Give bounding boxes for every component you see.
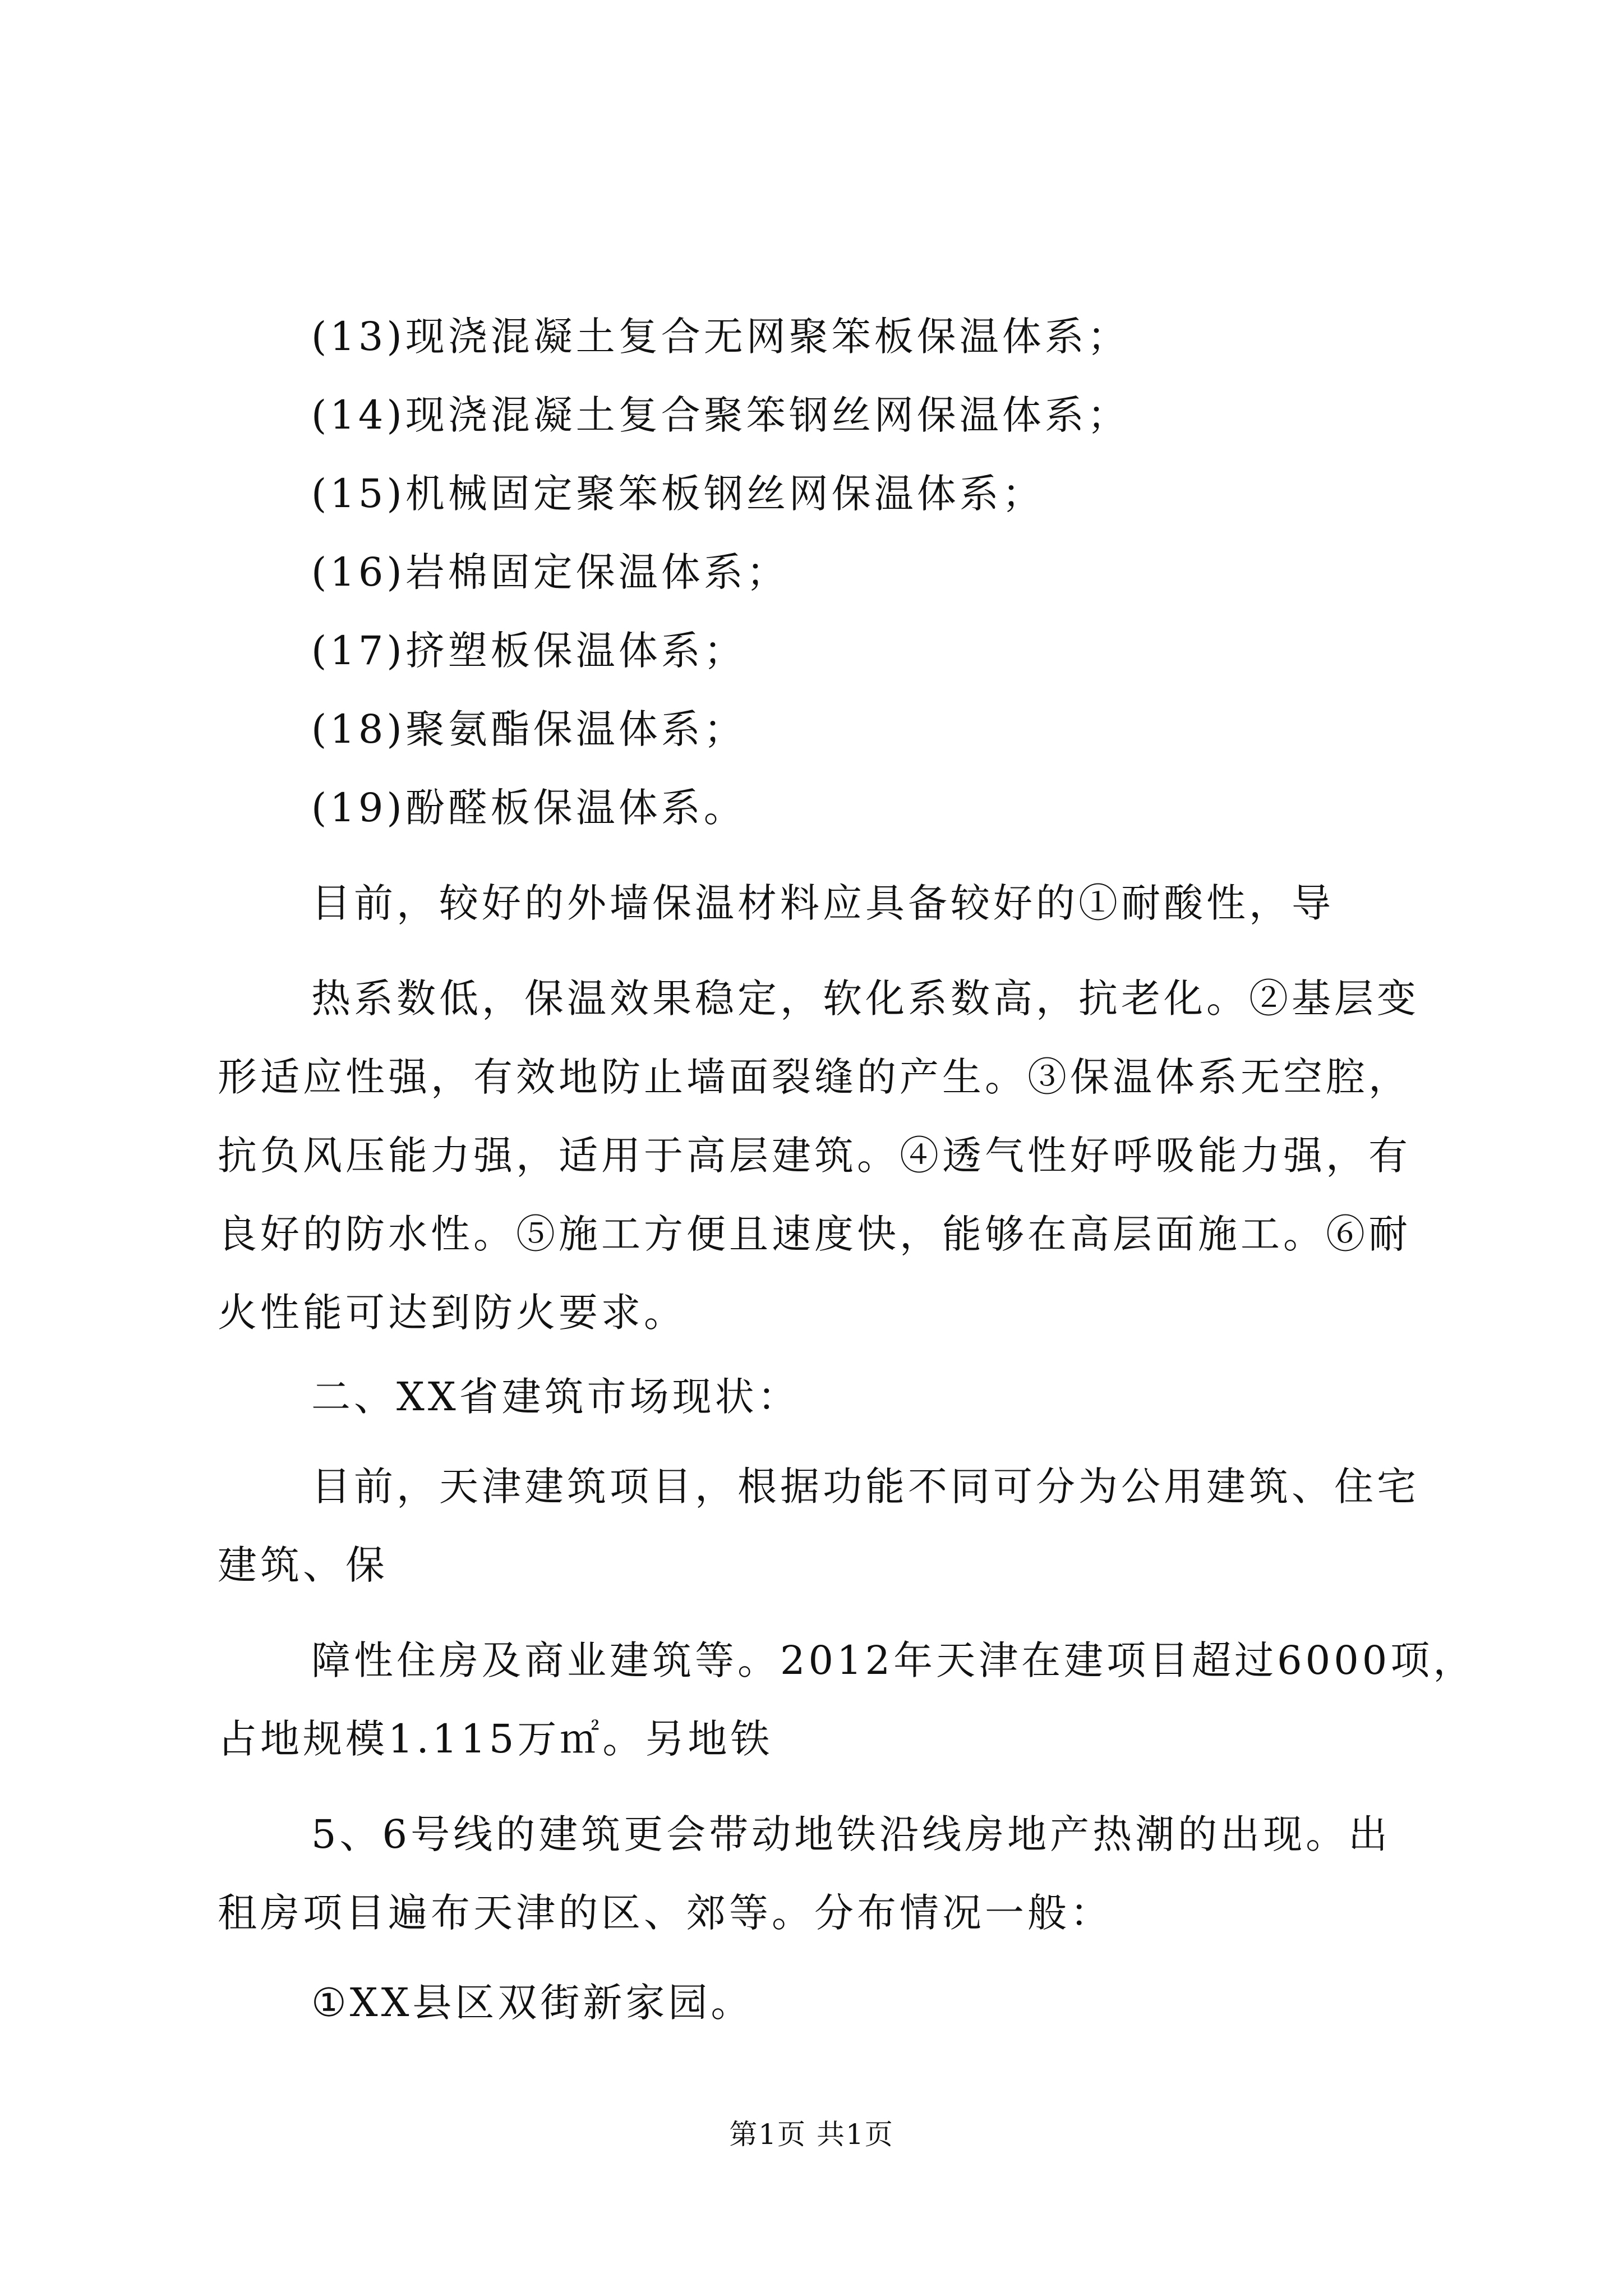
list-item-19: (19)酚醛板保温体系。 [311, 785, 746, 831]
paragraph-line: 良好的防水性。⑤施工方便且速度快，能够在高层面施工。⑥耐 [218, 1211, 1411, 1257]
paragraph-line: 火性能可达到防火要求。 [218, 1290, 686, 1336]
list-item-14: (14)现浇混凝土复合聚笨钢丝网保温体系； [311, 392, 1130, 438]
paragraph-line: 目前，较好的外墙保温材料应具备较好的①耐酸性，导 [311, 880, 1334, 926]
paragraph-line: 障性住房及商业建筑等。2012年天津在建项目超过6000项， [311, 1637, 1476, 1683]
list-item-18: (18)聚氨酯保温体系； [311, 706, 746, 752]
paragraph-line: 占地规模1.115万㎡。另地铁 [218, 1716, 773, 1762]
paragraph-line: 形适应性强，有效地防止墙面裂缝的产生。③保温体系无空腔， [218, 1054, 1411, 1100]
list-item-17: (17)挤塑板保温体系； [311, 628, 746, 674]
list-item-16: (16)岩棉固定保温体系； [311, 549, 789, 595]
paragraph-line: 5、6号线的建筑更会带动地铁沿线房地产热潮的出现。出 [311, 1811, 1391, 1857]
paragraph-line: 租房项目遍布天津的区、郊等。分布情况一般： [218, 1890, 1113, 1936]
page-footer: 第1页 共1页 [729, 2118, 894, 2151]
paragraph-line: 热系数低，保温效果稳定，软化系数高，抗老化。②基层变 [311, 976, 1419, 1022]
list-item-15: (15)机械固定聚笨板钢丝网保温体系； [311, 471, 1045, 517]
paragraph-line: 抗负风压能力强，适用于高层建筑。④透气性好呼吸能力强，有 [218, 1133, 1411, 1179]
paragraph-line: 目前，天津建筑项目，根据功能不同可分为公用建筑、住宅 [311, 1464, 1419, 1510]
list-item-13: (13)现浇混凝土复合无网聚笨板保温体系； [311, 314, 1130, 360]
paragraph-line: ①XX县区双街新家园。 [311, 1980, 754, 2026]
paragraph-line: 建筑、保 [218, 1542, 388, 1588]
section-heading: 二、XX省建筑市场现状： [311, 1374, 800, 1420]
